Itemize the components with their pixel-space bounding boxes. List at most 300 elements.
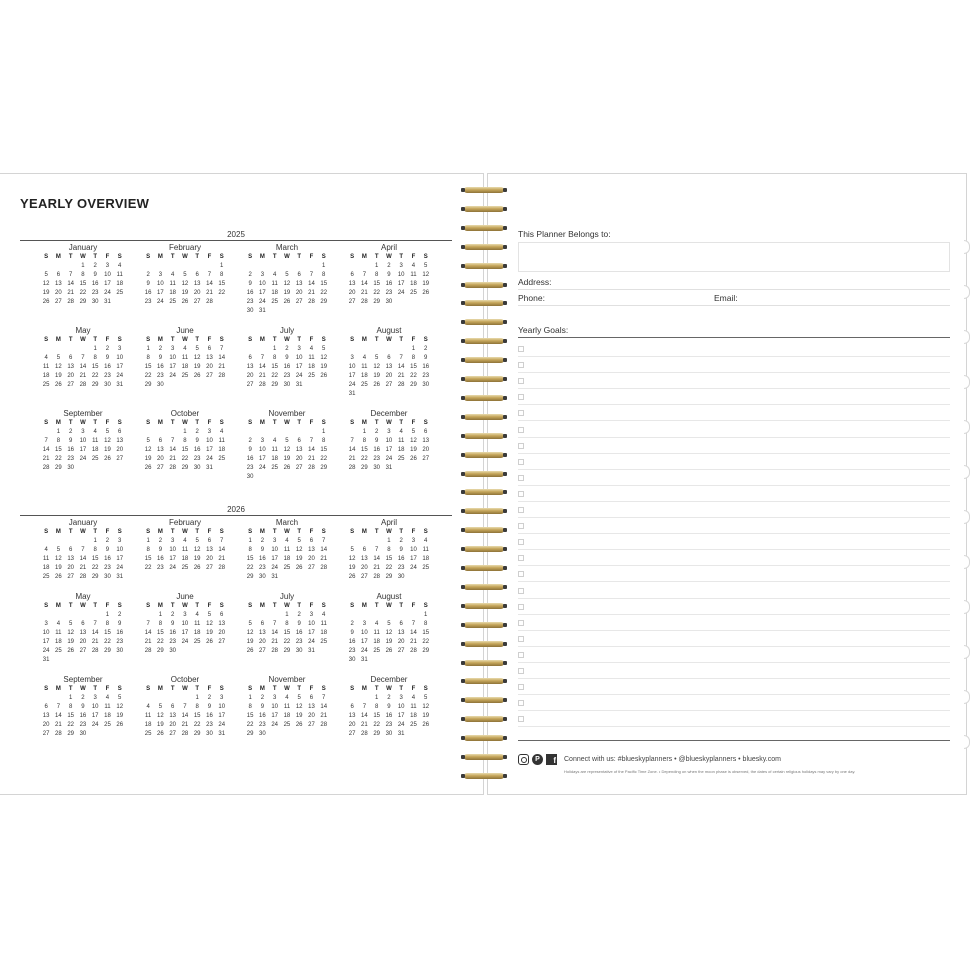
weekday-header: S [219, 603, 224, 609]
day-number: 21 [79, 373, 87, 379]
day-number: 8 [411, 355, 416, 361]
empty-cell [281, 262, 293, 271]
day-number: 28 [397, 382, 405, 388]
day-number: 3 [411, 538, 416, 544]
month-name: August [376, 326, 402, 335]
month-tab[interactable] [964, 285, 970, 299]
contact-line[interactable] [518, 305, 950, 306]
day-number: 9 [195, 438, 199, 444]
goal-checkbox[interactable] [518, 588, 524, 594]
day-number: 18 [55, 639, 62, 645]
day-number: 3 [158, 272, 163, 278]
goal-row[interactable] [518, 648, 950, 663]
month-tab[interactable] [964, 555, 970, 569]
month-name: June [176, 592, 194, 601]
day-number: 6 [387, 355, 391, 361]
spiral-ring [461, 753, 507, 762]
day-number: 7 [411, 621, 416, 627]
day-number: 4 [93, 429, 97, 435]
empty-cell [89, 611, 101, 620]
day-number: 31 [259, 308, 266, 314]
day-number: 25 [91, 456, 99, 462]
month-tab[interactable] [964, 375, 970, 389]
day-number: 29 [91, 574, 99, 580]
day-number: 10 [181, 621, 189, 627]
day-number: 21 [259, 373, 266, 379]
goal-row[interactable] [518, 423, 950, 438]
goal-row[interactable] [518, 503, 950, 518]
day-number: 13 [157, 447, 164, 453]
goal-checkbox[interactable] [518, 636, 524, 642]
day-number: 15 [385, 556, 393, 562]
day-number: 28 [91, 648, 99, 654]
belongs-to-field[interactable] [518, 242, 950, 272]
day-number: 22 [246, 722, 254, 728]
goal-checkbox[interactable] [518, 571, 524, 577]
goal-row[interactable] [518, 374, 950, 389]
day-number: 1 [146, 346, 150, 352]
goal-row[interactable] [518, 439, 950, 454]
day-number: 28 [410, 648, 417, 654]
month-name: January [68, 243, 98, 252]
goal-checkbox[interactable] [518, 684, 524, 690]
month-name: October [170, 409, 200, 418]
goal-row[interactable] [518, 551, 950, 566]
day-number: 5 [297, 695, 301, 701]
weekday-header: W [80, 254, 86, 260]
day-number: 7 [68, 272, 73, 278]
day-grid [40, 685, 126, 739]
day-number: 6 [350, 704, 354, 710]
weekday-header: S [117, 529, 122, 535]
day-number: 23 [422, 373, 430, 379]
day-grid [346, 685, 432, 739]
day-number: 31 [116, 382, 124, 388]
punch-hole [461, 377, 465, 381]
weekday-header: S [146, 420, 151, 426]
goal-checkbox[interactable] [518, 652, 524, 658]
empty-cell [203, 262, 215, 271]
pinterest-icon[interactable]: P [532, 754, 543, 765]
punch-hole [503, 188, 507, 192]
month-name: January [68, 518, 98, 527]
day-number: 28 [79, 574, 87, 580]
day-number: 10 [206, 438, 213, 444]
day-number: 28 [218, 373, 226, 379]
empty-cell [142, 611, 154, 620]
weekday-header: F [105, 686, 110, 692]
goal-row[interactable] [518, 600, 950, 615]
day-number: 30 [259, 731, 266, 737]
day-number: 25 [144, 731, 152, 737]
goal-checkbox[interactable] [518, 668, 524, 674]
day-number: 20 [295, 456, 303, 462]
day-number: 7 [220, 538, 224, 544]
ring-wire [464, 433, 504, 439]
day-number: 27 [295, 465, 303, 471]
punch-hole [461, 472, 465, 476]
weekday-header: S [423, 686, 428, 692]
empty-cell [244, 428, 256, 437]
day-number: 24 [397, 722, 405, 728]
day-number: 20 [348, 722, 356, 728]
weekday-header: S [321, 603, 326, 609]
address-line[interactable] [518, 289, 950, 290]
month-tab[interactable] [964, 510, 970, 524]
day-number: 20 [206, 364, 213, 370]
day-number: 12 [67, 630, 74, 636]
goal-row[interactable] [518, 519, 950, 534]
goal-checkbox[interactable] [518, 362, 524, 368]
punch-hole [461, 642, 465, 646]
day-number: 9 [399, 547, 403, 553]
ring-wire [464, 225, 504, 231]
ring-wire [464, 527, 504, 533]
day-number: 7 [207, 272, 212, 278]
ring-wire [464, 376, 504, 382]
day-number: 14 [373, 556, 380, 562]
day-number: 5 [44, 272, 48, 278]
month-tab[interactable] [964, 240, 970, 254]
day-number: 24 [116, 565, 124, 571]
day-grid [142, 528, 228, 573]
day-number: 12 [320, 355, 328, 361]
day-number: 27 [259, 648, 266, 654]
day-number: 12 [283, 447, 291, 453]
day-number: 23 [91, 290, 99, 296]
empty-cell [142, 428, 154, 437]
spiral-ring [461, 715, 507, 724]
day-number: 15 [320, 281, 328, 287]
punch-hole [503, 207, 507, 211]
year-label: 2026 [227, 505, 245, 514]
day-number: 22 [91, 373, 99, 379]
weekday-header: M [55, 529, 61, 535]
day-number: 21 [271, 639, 278, 645]
weekday-header: T [399, 337, 404, 343]
day-number: 14 [218, 547, 226, 553]
month-tab[interactable] [964, 600, 970, 614]
month-name: July [279, 592, 295, 601]
goal-checkbox[interactable] [518, 604, 524, 610]
day-number: 7 [322, 538, 326, 544]
goal-checkbox[interactable] [518, 394, 524, 400]
goal-row[interactable] [518, 664, 950, 679]
weekday-header: M [361, 254, 367, 260]
punch-hole [461, 566, 465, 570]
day-number: 1 [158, 612, 163, 618]
goal-checkbox[interactable] [518, 475, 524, 481]
empty-cell [65, 262, 77, 271]
punch-hole [503, 623, 507, 627]
day-number: 18 [91, 447, 99, 453]
day-number: 24 [79, 456, 87, 462]
day-number: 2 [195, 429, 199, 435]
empty-cell [383, 345, 395, 354]
day-number: 3 [81, 429, 85, 435]
goal-row[interactable] [518, 712, 950, 727]
empty-cell [154, 262, 166, 271]
day-number: 6 [260, 621, 265, 627]
weekday-header: S [350, 686, 355, 692]
month-tab[interactable] [964, 330, 970, 344]
goal-row[interactable] [518, 487, 950, 502]
ring-wire [464, 603, 504, 609]
weekday-header: M [259, 529, 265, 535]
weekday-header: T [297, 686, 302, 692]
day-number: 9 [248, 281, 252, 287]
day-number: 31 [206, 465, 213, 471]
punch-hole [503, 774, 507, 778]
month-name: June [176, 326, 194, 335]
goal-checkbox[interactable] [518, 507, 524, 513]
day-number: 17 [271, 556, 278, 562]
day-number: 18 [283, 556, 291, 562]
goal-checkbox[interactable] [518, 378, 524, 384]
month-tab[interactable] [964, 465, 970, 479]
weekday-header: T [93, 603, 98, 609]
day-number: 31 [385, 465, 393, 471]
day-number: 11 [169, 281, 176, 287]
goal-row[interactable] [518, 632, 950, 647]
weekday-header: T [272, 603, 277, 609]
goal-row[interactable] [518, 390, 950, 405]
day-number: 29 [67, 731, 74, 737]
ring-wire [464, 300, 504, 306]
punch-hole [503, 415, 507, 419]
day-number: 17 [79, 447, 87, 453]
weekday-header: S [350, 529, 355, 535]
day-number: 19 [144, 456, 152, 462]
goal-checkbox[interactable] [518, 539, 524, 545]
day-number: 18 [397, 447, 405, 453]
day-number: 31 [361, 657, 368, 663]
weekday-header: M [157, 686, 163, 692]
weekday-header: M [361, 686, 367, 692]
goal-row[interactable] [518, 471, 950, 486]
day-number: 12 [295, 704, 303, 710]
day-number: 6 [220, 612, 224, 618]
goal-checkbox[interactable] [518, 443, 524, 449]
punch-hole [461, 453, 465, 457]
day-number: 2 [105, 538, 110, 544]
day-number: 24 [385, 456, 393, 462]
day-number: 6 [248, 355, 252, 361]
day-number: 15 [361, 447, 368, 453]
day-number: 26 [104, 456, 111, 462]
day-number: 25 [283, 722, 291, 728]
month-calendar [244, 675, 330, 739]
day-number: 5 [56, 547, 61, 553]
goal-row[interactable] [518, 567, 950, 582]
day-number: 26 [67, 648, 74, 654]
day-number: 28 [348, 465, 356, 471]
day-number: 17 [169, 364, 176, 370]
day-number: 4 [309, 346, 314, 352]
day-number: 30 [67, 465, 74, 471]
day-number: 7 [81, 355, 85, 361]
day-number: 19 [295, 556, 303, 562]
day-number: 11 [361, 364, 368, 370]
instagram-icon[interactable] [518, 754, 529, 765]
weekday-header: W [386, 254, 392, 260]
punch-hole [461, 396, 465, 400]
day-number: 3 [272, 538, 277, 544]
day-grid [40, 336, 126, 390]
day-number: 15 [91, 556, 99, 562]
day-number: 1 [424, 612, 428, 618]
empty-cell [244, 262, 256, 271]
spiral-ring [461, 583, 507, 592]
facebook-icon[interactable]: f [546, 754, 557, 765]
day-number: 18 [308, 364, 315, 370]
day-number: 2 [374, 429, 379, 435]
weekday-header: F [309, 686, 314, 692]
day-number: 4 [183, 538, 187, 544]
day-grid [40, 419, 126, 473]
punch-hole [503, 434, 507, 438]
day-number: 9 [387, 272, 391, 278]
day-number: 10 [259, 281, 266, 287]
month-tab[interactable] [964, 645, 970, 659]
day-number: 17 [91, 713, 99, 719]
ring-wire [464, 187, 504, 193]
day-number: 2 [387, 695, 391, 701]
weekday-header: F [207, 420, 212, 426]
belongs-to-label: This Planner Belongs to: [518, 229, 611, 239]
goal-checkbox[interactable] [518, 716, 524, 722]
day-number: 14 [348, 447, 356, 453]
day-number: 25 [42, 574, 50, 580]
day-number: 25 [271, 465, 278, 471]
goal-row[interactable] [518, 584, 950, 599]
month-calendar [346, 675, 432, 739]
goal-row[interactable] [518, 696, 950, 711]
day-number: 26 [193, 565, 201, 571]
day-number: 11 [43, 364, 50, 370]
day-number: 13 [246, 364, 254, 370]
day-number: 9 [158, 547, 163, 553]
day-number: 23 [116, 639, 124, 645]
day-number: 13 [218, 621, 226, 627]
goal-row[interactable] [518, 680, 950, 695]
goal-checkbox[interactable] [518, 346, 524, 352]
punch-hole [461, 188, 465, 192]
goal-checkbox[interactable] [518, 427, 524, 433]
day-number: 13 [79, 630, 87, 636]
day-number: 9 [387, 704, 391, 710]
day-number: 4 [195, 612, 199, 618]
goal-checkbox[interactable] [518, 491, 524, 497]
ring-wire [464, 244, 504, 250]
empty-cell [395, 345, 407, 354]
day-number: 21 [361, 290, 368, 296]
day-number: 16 [246, 290, 254, 296]
day-number: 26 [144, 465, 152, 471]
day-number: 24 [206, 456, 213, 462]
weekday-header: F [411, 529, 416, 535]
month-tab[interactable] [964, 420, 970, 434]
empty-cell [77, 611, 89, 620]
month-calendar [40, 592, 126, 665]
day-number: 27 [308, 722, 315, 728]
day-number: 30 [385, 731, 393, 737]
day-number: 16 [259, 713, 266, 719]
empty-cell [52, 537, 64, 546]
weekday-header: T [272, 420, 277, 426]
day-number: 18 [271, 290, 278, 296]
punch-hole [461, 415, 465, 419]
goal-checkbox[interactable] [518, 459, 524, 465]
day-grid [244, 685, 330, 739]
day-number: 15 [246, 556, 254, 562]
goal-checkbox[interactable] [518, 555, 524, 561]
day-number: 30 [91, 299, 99, 305]
day-number: 1 [248, 538, 252, 544]
day-number: 19 [283, 290, 291, 296]
goal-checkbox[interactable] [518, 700, 524, 706]
day-number: 29 [157, 648, 164, 654]
weekday-header: W [386, 337, 392, 343]
goal-row[interactable] [518, 342, 950, 357]
goal-row[interactable] [518, 406, 950, 421]
day-number: 23 [104, 565, 111, 571]
day-number: 28 [55, 731, 62, 737]
goal-checkbox[interactable] [518, 410, 524, 416]
day-number: 11 [92, 438, 99, 444]
goal-checkbox[interactable] [518, 620, 524, 626]
weekday-header: W [182, 420, 188, 426]
day-number: 28 [144, 648, 152, 654]
day-number: 6 [399, 621, 403, 627]
ring-wire [464, 319, 504, 325]
goal-checkbox[interactable] [518, 523, 524, 529]
day-number: 8 [93, 547, 97, 553]
day-number: 19 [157, 722, 164, 728]
weekday-header: T [374, 603, 379, 609]
day-number: 2 [105, 346, 110, 352]
weekday-header: M [157, 254, 163, 260]
day-number: 9 [297, 621, 301, 627]
day-number: 9 [118, 621, 122, 627]
goal-row[interactable] [518, 358, 950, 373]
day-number: 1 [93, 538, 97, 544]
month-tab[interactable] [964, 735, 970, 749]
day-number: 15 [91, 364, 99, 370]
goal-row[interactable] [518, 535, 950, 550]
goal-row[interactable] [518, 616, 950, 631]
day-number: 25 [320, 639, 328, 645]
punch-hole [461, 358, 465, 362]
weekday-header: T [272, 337, 277, 343]
month-tab[interactable] [964, 690, 970, 704]
weekday-header: T [195, 529, 200, 535]
month-name: December [370, 675, 408, 684]
weekday-header: T [93, 420, 98, 426]
weekday-header: W [284, 686, 290, 692]
day-number: 12 [246, 630, 254, 636]
goal-row[interactable] [518, 455, 950, 470]
day-number: 29 [385, 574, 393, 580]
day-number: 4 [285, 538, 289, 544]
day-number: 4 [399, 429, 403, 435]
day-number: 8 [362, 438, 367, 444]
day-number: 7 [93, 621, 97, 627]
day-number: 2 [387, 263, 391, 269]
day-number: 24 [308, 639, 315, 645]
month-calendar [40, 326, 126, 399]
spiral-ring [461, 488, 507, 497]
